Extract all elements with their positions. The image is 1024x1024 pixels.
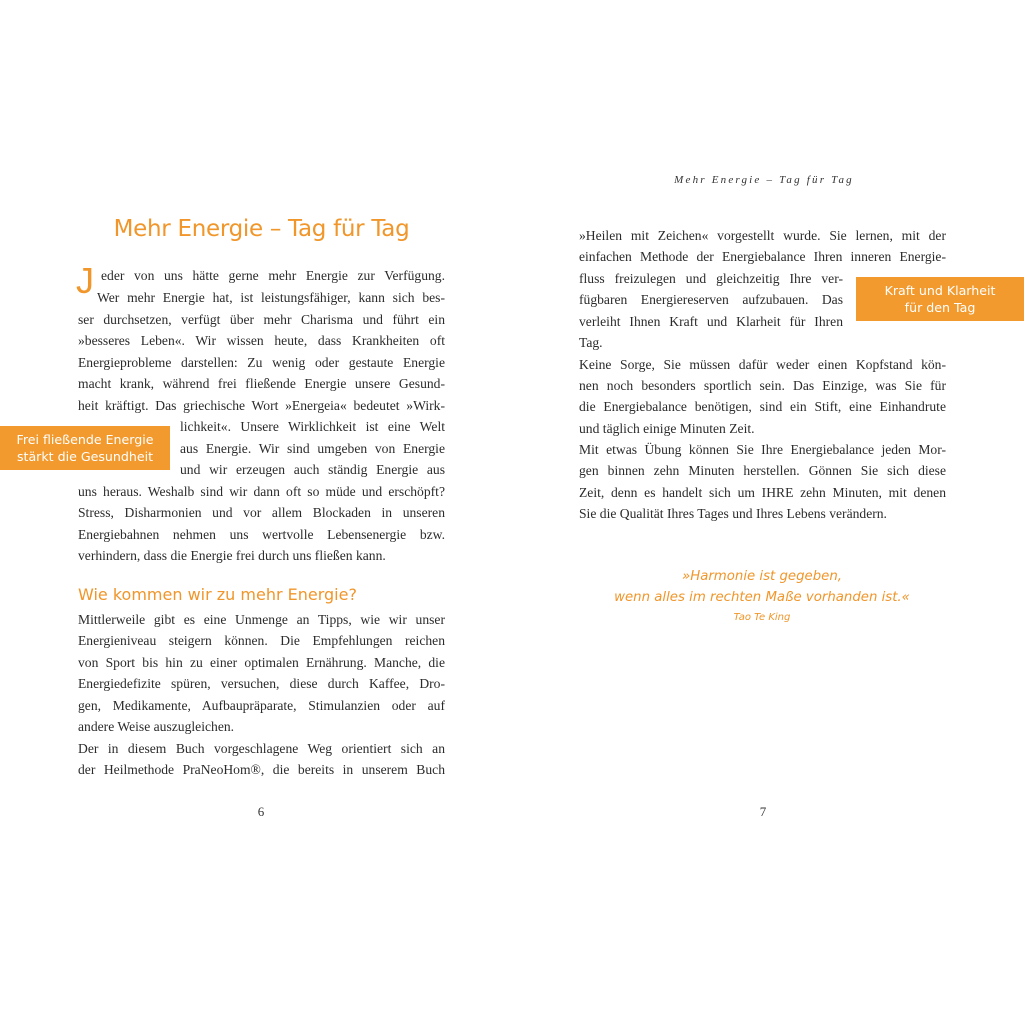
body-line: fügbaren Energiereserven aufzubauen. Das <box>579 292 843 307</box>
page-number: 7 <box>759 804 767 819</box>
body-line: »Heilen mit Zeichen« vorgestellt wurde. Sie lernen, mit der <box>579 228 946 243</box>
margin-note-right <box>856 277 1024 321</box>
body-line: Energieprobleme darstellen: Zu wenig oder gestaute Energie <box>78 355 445 370</box>
body-line: Der in diesem Buch vorgeschlagene Weg orientiert sich an <box>78 741 445 756</box>
body-line: Sie die Qualität Ihres Tages und Ihres Lebens verändern. <box>579 506 887 521</box>
margin-note-line: Frei fließende Energie <box>16 432 154 447</box>
body-line: ser durchsetzen, verfügt über mehr Charisma und führt ein <box>78 312 445 327</box>
body-line: Energiedefizite spüren, versuchen, diese durch Kaffee, Dro- <box>78 676 445 691</box>
body-line: Energiebahnen nehmen uns wertvolle Lebensenergie bzw. <box>78 527 445 542</box>
margin-note-line: stärkt die Gesundheit <box>16 449 154 464</box>
body-line: gen binnen zehn Minuten herstellen. Gönnen Sie sich diese <box>579 463 946 478</box>
body-line: heit kräftigt. Das griechische Wort »Energeia« bedeutet »Wirk- <box>78 398 445 413</box>
margin-note-line: Kraft und Klarheit <box>884 283 996 298</box>
drop-cap: J <box>76 260 94 301</box>
body-line: Wer mehr Energie hat, ist leistungsfähiger, kann sich bes- <box>97 290 445 305</box>
body-line: eder von uns hätte gerne mehr Energie zur Verfügung. <box>101 268 445 283</box>
body-line: von Sport bis hin zu einer optimalen Ernährung. Manche, die <box>78 655 445 670</box>
body-line: fluss freizulegen und gleichzeitig Ihre ver- <box>579 271 843 286</box>
section-heading: Wie kommen wir zu mehr Energie? <box>78 585 357 604</box>
body-line: nen noch besonders sportlich sein. Das Einzige, was Sie für <box>579 378 946 393</box>
body-line: und täglich einige Minuten Zeit. <box>579 421 755 436</box>
running-head: Mehr Energie – Tag für Tag <box>674 174 854 186</box>
body-line: aus Energie. Wir sind umgeben von Energie <box>180 441 445 456</box>
body-line: gen, Medikamente, Aufbaupräparate, Stimulanzien oder auf <box>78 698 445 713</box>
body-line: uns heraus. Weshalb sind wir dann oft so müde und erschöpft? <box>78 484 445 499</box>
right-page <box>512 0 1024 1024</box>
quote-line: wenn alles im rechten Maße vorhanden ist.« <box>614 590 910 605</box>
page-number: 6 <box>257 804 265 819</box>
quote-line: »Harmonie ist gegeben, <box>681 569 843 584</box>
body-line: »besseres Leben«. Wir wissen heute, dass Krankheiten oft <box>78 333 445 348</box>
chapter-title: Mehr Energie – Tag für Tag <box>113 216 410 242</box>
body-line: Energieniveau steigern können. Die Empfehlungen reichen <box>78 633 445 648</box>
body-line: die Energiebalance benötigen, sind ein Stift, eine Einhandrute <box>579 399 946 414</box>
body-line: Mit etwas Übung können Sie Ihre Energiebalance jeden Mor- <box>579 442 946 457</box>
body-line: verhindern, dass die Energie frei durch uns fließen kann. <box>78 548 386 563</box>
quote-author: Tao Te King <box>733 612 791 623</box>
body-line: Tag. <box>579 335 603 350</box>
margin-note-line: für den Tag <box>904 300 976 315</box>
body-line: Stress, Disharmonien und vor allem Blockaden in unseren <box>78 505 445 520</box>
body-line: der Heilmethode PraNeoHom®, die bereits in unserem Buch <box>78 762 445 777</box>
body-line: und wir erzeugen auch ständig Energie aus <box>180 462 445 477</box>
body-line: Keine Sorge, Sie müssen dafür weder einen Kopfstand kön- <box>579 357 946 372</box>
body-line: einfachen Methode der Energiebalance Ihren inneren Energie- <box>579 249 946 264</box>
body-line: lichkeit«. Unsere Wirklichkeit ist eine Welt <box>180 419 445 434</box>
body-line: Mittlerweile gibt es eine Unmenge an Tipps, wie wir unser <box>78 612 445 627</box>
body-line: verleiht Ihnen Kraft und Klarheit für Ihren <box>579 314 843 329</box>
body-line: Zeit, denn es handelt sich um IHRE zehn Minuten, mit denen <box>579 485 946 500</box>
body-line: andere Weise auszugleichen. <box>78 719 235 734</box>
body-line: macht krank, während frei fließende Energie unsere Gesund- <box>78 376 445 391</box>
margin-note-left <box>0 426 170 470</box>
